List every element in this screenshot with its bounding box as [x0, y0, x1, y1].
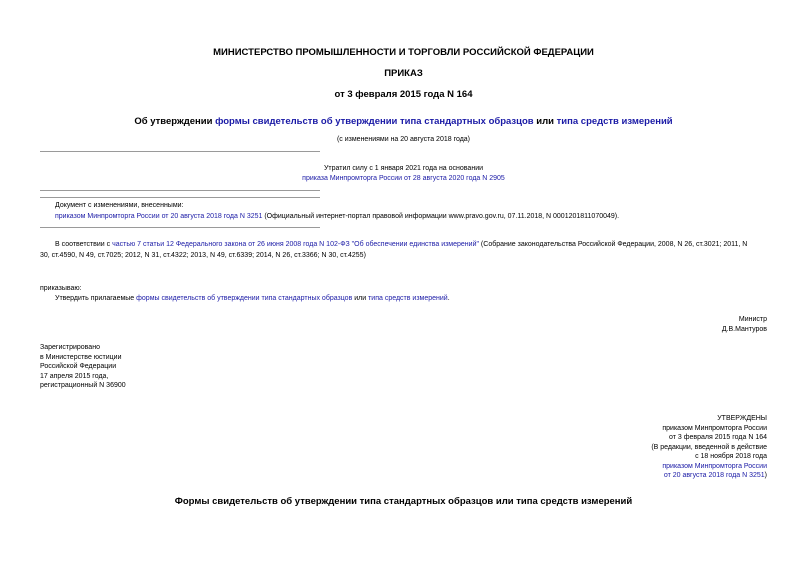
title-prefix: Об утверждении — [134, 116, 216, 127]
divider — [40, 197, 320, 198]
approved-line: с 18 ноября 2018 года — [695, 453, 767, 460]
amendments-link[interactable]: приказом Минпромторга России от 20 августа 2018 года N 3251 — [55, 213, 263, 220]
title-middle: или — [533, 116, 557, 127]
registration-line: в Министерстве юстиции — [40, 353, 122, 361]
basis-prefix: В соответствии с — [55, 241, 113, 248]
doc-type: ПРИКАЗ — [384, 68, 423, 79]
changes-note: (с изменениями на 20 августа 2018 года) — [336, 136, 471, 143]
basis-source: (Собрание законодательства Российской Федерации, 2008, N 26, ст.3021; 2011, N — [478, 241, 748, 248]
order-link-measuring-instruments[interactable]: типа средств измерений — [368, 295, 448, 302]
lost-force-link[interactable]: приказа Минпромторга России от 28 августа 2020 года N 2905 — [302, 175, 505, 182]
order-link-standard-samples[interactable]: формы свидетельств об утверждении типа стандартных образцов — [136, 295, 353, 302]
forms-title: Формы свидетельств об утверждении типа стандартных образцов или типа средств измерений — [174, 496, 633, 507]
signature-block — [722, 315, 767, 334]
approved-line: (В редакции, введенной в действие — [651, 443, 767, 451]
approved-line: приказом Минпромторга России — [662, 424, 767, 432]
approved-amendment-link-line2 — [651, 471, 767, 481]
registration-line: 17 апреля 2015 года, — [40, 372, 109, 380]
signature-position: Министр — [738, 316, 767, 323]
amendments-source: (Официальный интернет-портал правовой информации www.pravo.gov.ru, 07.11.2018, N 0001201811070049). — [262, 213, 620, 220]
registration-line: Российской Федерации — [40, 363, 117, 370]
order-end: . — [447, 295, 450, 302]
approved-amendment-link[interactable]: приказом Минпромторга России — [662, 462, 767, 470]
approved-amendment-link-date[interactable]: от 20 августа 2018 года N 3251 — [663, 472, 765, 479]
title-link-standard-samples[interactable]: формы свидетельств об утверждении типа стандартных образцов — [215, 116, 534, 127]
approved-head: УТВЕРЖДЕНЫ — [717, 415, 767, 422]
ministry-heading: МИНИСТЕРСТВО ПРОМЫШЛЕННОСТИ И ТОРГОВЛИ РОССИЙСКОЙ ФЕДЕРАЦИИ — [213, 47, 594, 58]
registration-block — [40, 343, 126, 391]
order-text — [55, 294, 450, 304]
registration-line: Зарегистрировано — [40, 344, 100, 351]
doc-date-number: от 3 февраля 2015 года N 164 — [334, 89, 473, 100]
amendments-intro: Документ с изменениями, внесенными: — [55, 202, 184, 209]
approved-close-paren: ) — [764, 472, 767, 479]
amendments-line — [55, 212, 619, 222]
divider — [40, 190, 320, 191]
approved-line: от 3 февраля 2015 года N 164 — [669, 434, 767, 441]
basis-line1 — [55, 240, 747, 250]
signature-name: Д.В.Мантуров — [721, 325, 767, 333]
order-middle: или — [352, 295, 369, 302]
order-prefix: Утвердить прилагаемые — [55, 295, 137, 302]
divider — [40, 227, 320, 228]
doc-title — [0, 116, 807, 127]
registration-line: регистрационный N 36900 — [40, 382, 126, 389]
basis-law-link[interactable]: частью 7 статьи 12 Федерального закона от 26 июня 2008 года N 102-ФЗ "Об обеспечении единства измерений" — [112, 241, 479, 248]
approved-block — [651, 414, 767, 481]
title-link-measuring-instruments[interactable]: типа средств измерений — [556, 116, 673, 127]
divider — [40, 151, 320, 152]
order-word: приказываю: — [40, 285, 82, 292]
basis-line2: 30, ст.4590, N 49, ст.7025; 2012, N 31, ст.4322; 2013, N 49, ст.6339; 2014, N 26, ст.3366; N 30, ст.4255) — [40, 252, 366, 259]
lost-force-text: Утратил силу с 1 января 2021 года на основании — [323, 165, 484, 172]
